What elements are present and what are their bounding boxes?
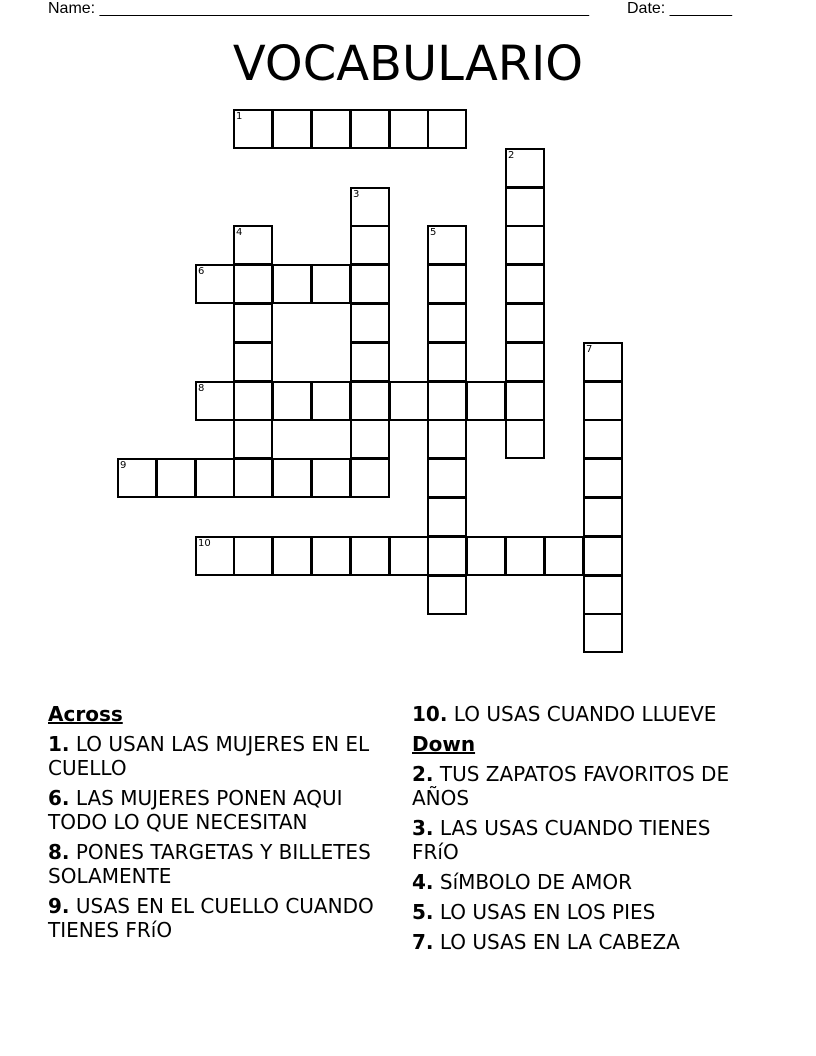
- clues-column-left: [48, 702, 378, 948]
- cell-number: 5: [430, 227, 437, 238]
- crossword-cell[interactable]: [505, 536, 545, 576]
- crossword-cell[interactable]: [427, 109, 467, 149]
- crossword-cell[interactable]: [427, 419, 467, 459]
- crossword-cell[interactable]: [427, 458, 467, 498]
- crossword-cell[interactable]: [233, 342, 273, 382]
- crossword-cell[interactable]: [272, 536, 312, 576]
- crossword-cell[interactable]: [350, 187, 390, 227]
- crossword-cell[interactable]: [233, 381, 273, 421]
- across-clue: [48, 840, 378, 888]
- crossword-cell[interactable]: [350, 303, 390, 343]
- crossword-cell[interactable]: [311, 536, 351, 576]
- crossword-cell[interactable]: [311, 264, 351, 304]
- crossword-cell[interactable]: [505, 381, 545, 421]
- cell-number: 8: [198, 383, 205, 394]
- clue-text: USAS EN EL CUELLO CUANDO TIENES FRíO: [48, 894, 374, 942]
- crossword-cell[interactable]: [350, 458, 390, 498]
- crossword-cell[interactable]: [505, 225, 545, 265]
- clue-text: PONES TARGETAS Y BILLETES SOLAMENTE: [48, 840, 371, 888]
- down-clue: [412, 816, 757, 864]
- across-clue: [412, 702, 757, 726]
- crossword-cell[interactable]: [195, 264, 235, 304]
- crossword-cell[interactable]: [272, 264, 312, 304]
- crossword-cell[interactable]: [505, 342, 545, 382]
- crossword-cell[interactable]: [427, 497, 467, 537]
- clue-number: 2.: [412, 762, 434, 786]
- crossword-cell[interactable]: [583, 613, 623, 653]
- crossword-cell[interactable]: [233, 109, 273, 149]
- crossword-cell[interactable]: [350, 536, 390, 576]
- crossword-cell[interactable]: [389, 536, 429, 576]
- cell-number: 1: [236, 111, 243, 122]
- crossword-cell[interactable]: [427, 264, 467, 304]
- crossword-cell[interactable]: [505, 187, 545, 227]
- across-clue: [48, 732, 378, 780]
- cell-number: 6: [198, 266, 205, 277]
- across-clue: [48, 894, 378, 942]
- crossword-cell[interactable]: [233, 536, 273, 576]
- crossword-cell[interactable]: [427, 575, 467, 615]
- crossword-cell[interactable]: [350, 342, 390, 382]
- clue-number: 8.: [48, 840, 70, 864]
- crossword-cell[interactable]: [350, 264, 390, 304]
- down-clue: [412, 900, 757, 924]
- crossword-cell[interactable]: [427, 381, 467, 421]
- crossword-cell[interactable]: [350, 419, 390, 459]
- cell-number: 10: [198, 538, 211, 549]
- clue-text: SíMBOLO DE AMOR: [439, 870, 632, 894]
- clue-text: LO USAS EN LA CABEZA: [439, 930, 680, 954]
- crossword-cell[interactable]: [583, 458, 623, 498]
- crossword-cell[interactable]: [505, 148, 545, 188]
- crossword-cell[interactable]: [195, 536, 235, 576]
- crossword-cell[interactable]: [427, 303, 467, 343]
- clue-text: LO USAS EN LOS PIES: [439, 900, 656, 924]
- down-clue: [412, 930, 757, 954]
- cell-number: 9: [120, 460, 127, 471]
- crossword-cell[interactable]: [311, 458, 351, 498]
- clues-column-right: [412, 702, 757, 960]
- crossword-cell[interactable]: [427, 225, 467, 265]
- across-clue: [48, 786, 378, 834]
- clue-number: 9.: [48, 894, 70, 918]
- crossword-cell[interactable]: [156, 458, 196, 498]
- down-clue: [412, 762, 757, 810]
- clue-text: LO USAS CUANDO LLUEVE: [453, 702, 717, 726]
- crossword-cell[interactable]: [544, 536, 584, 576]
- crossword-cell[interactable]: [311, 381, 351, 421]
- down-heading: Down: [412, 732, 476, 756]
- crossword-cell[interactable]: [272, 381, 312, 421]
- clue-number: 6.: [48, 786, 70, 810]
- crossword-cell[interactable]: [233, 264, 273, 304]
- crossword-cell[interactable]: [583, 497, 623, 537]
- crossword-cell[interactable]: [195, 458, 235, 498]
- crossword-cell[interactable]: [505, 303, 545, 343]
- crossword-cell[interactable]: [505, 419, 545, 459]
- crossword-cell[interactable]: [233, 458, 273, 498]
- crossword-cell[interactable]: [427, 342, 467, 382]
- crossword-cell[interactable]: [272, 458, 312, 498]
- across-heading: Across: [48, 702, 123, 726]
- crossword-cell[interactable]: [583, 381, 623, 421]
- crossword-cell[interactable]: [427, 536, 467, 576]
- crossword-cell[interactable]: [466, 536, 506, 576]
- name-field-line: Name: _______________________________________________________: [48, 0, 589, 17]
- crossword-cell[interactable]: [233, 225, 273, 265]
- down-clue: [412, 870, 757, 894]
- crossword-cell[interactable]: [233, 419, 273, 459]
- clue-number: 3.: [412, 816, 434, 840]
- crossword-cell[interactable]: [505, 264, 545, 304]
- clue-number: 7.: [412, 930, 434, 954]
- page-title: VOCABULARIO: [232, 36, 584, 92]
- clue-text: LO USAN LAS MUJERES EN EL CUELLO: [48, 732, 370, 780]
- crossword-cell[interactable]: [583, 536, 623, 576]
- crossword-cell[interactable]: [350, 225, 390, 265]
- clue-number: 5.: [412, 900, 434, 924]
- clue-number: 4.: [412, 870, 434, 894]
- crossword-cell[interactable]: [466, 381, 506, 421]
- crossword-cell[interactable]: [350, 109, 390, 149]
- crossword-cell[interactable]: [389, 381, 429, 421]
- crossword-cell[interactable]: [583, 419, 623, 459]
- clue-text: LAS MUJERES PONEN AQUI TODO LO QUE NECESITAN: [48, 786, 343, 834]
- clue-number: 1.: [48, 732, 70, 756]
- cell-number: 7: [586, 344, 593, 355]
- cell-number: 3: [353, 189, 360, 200]
- cell-number: 2: [508, 150, 515, 161]
- clue-number: 10.: [412, 702, 448, 726]
- clue-text: LAS USAS CUANDO TIENES FRíO: [412, 816, 711, 864]
- clue-text: TUS ZAPATOS FAVORITOS DE AÑOS: [412, 762, 730, 810]
- cell-number: 4: [236, 227, 243, 238]
- crossword-cell[interactable]: [389, 109, 429, 149]
- crossword-cell[interactable]: [117, 458, 157, 498]
- crossword-cell[interactable]: [583, 575, 623, 615]
- crossword-cell[interactable]: [272, 109, 312, 149]
- crossword-cell[interactable]: [233, 303, 273, 343]
- date-field-line: Date: _______: [627, 0, 732, 17]
- crossword-cell[interactable]: [350, 381, 390, 421]
- crossword-cell[interactable]: [311, 109, 351, 149]
- crossword-cell[interactable]: [583, 342, 623, 382]
- crossword-cell[interactable]: [195, 381, 235, 421]
